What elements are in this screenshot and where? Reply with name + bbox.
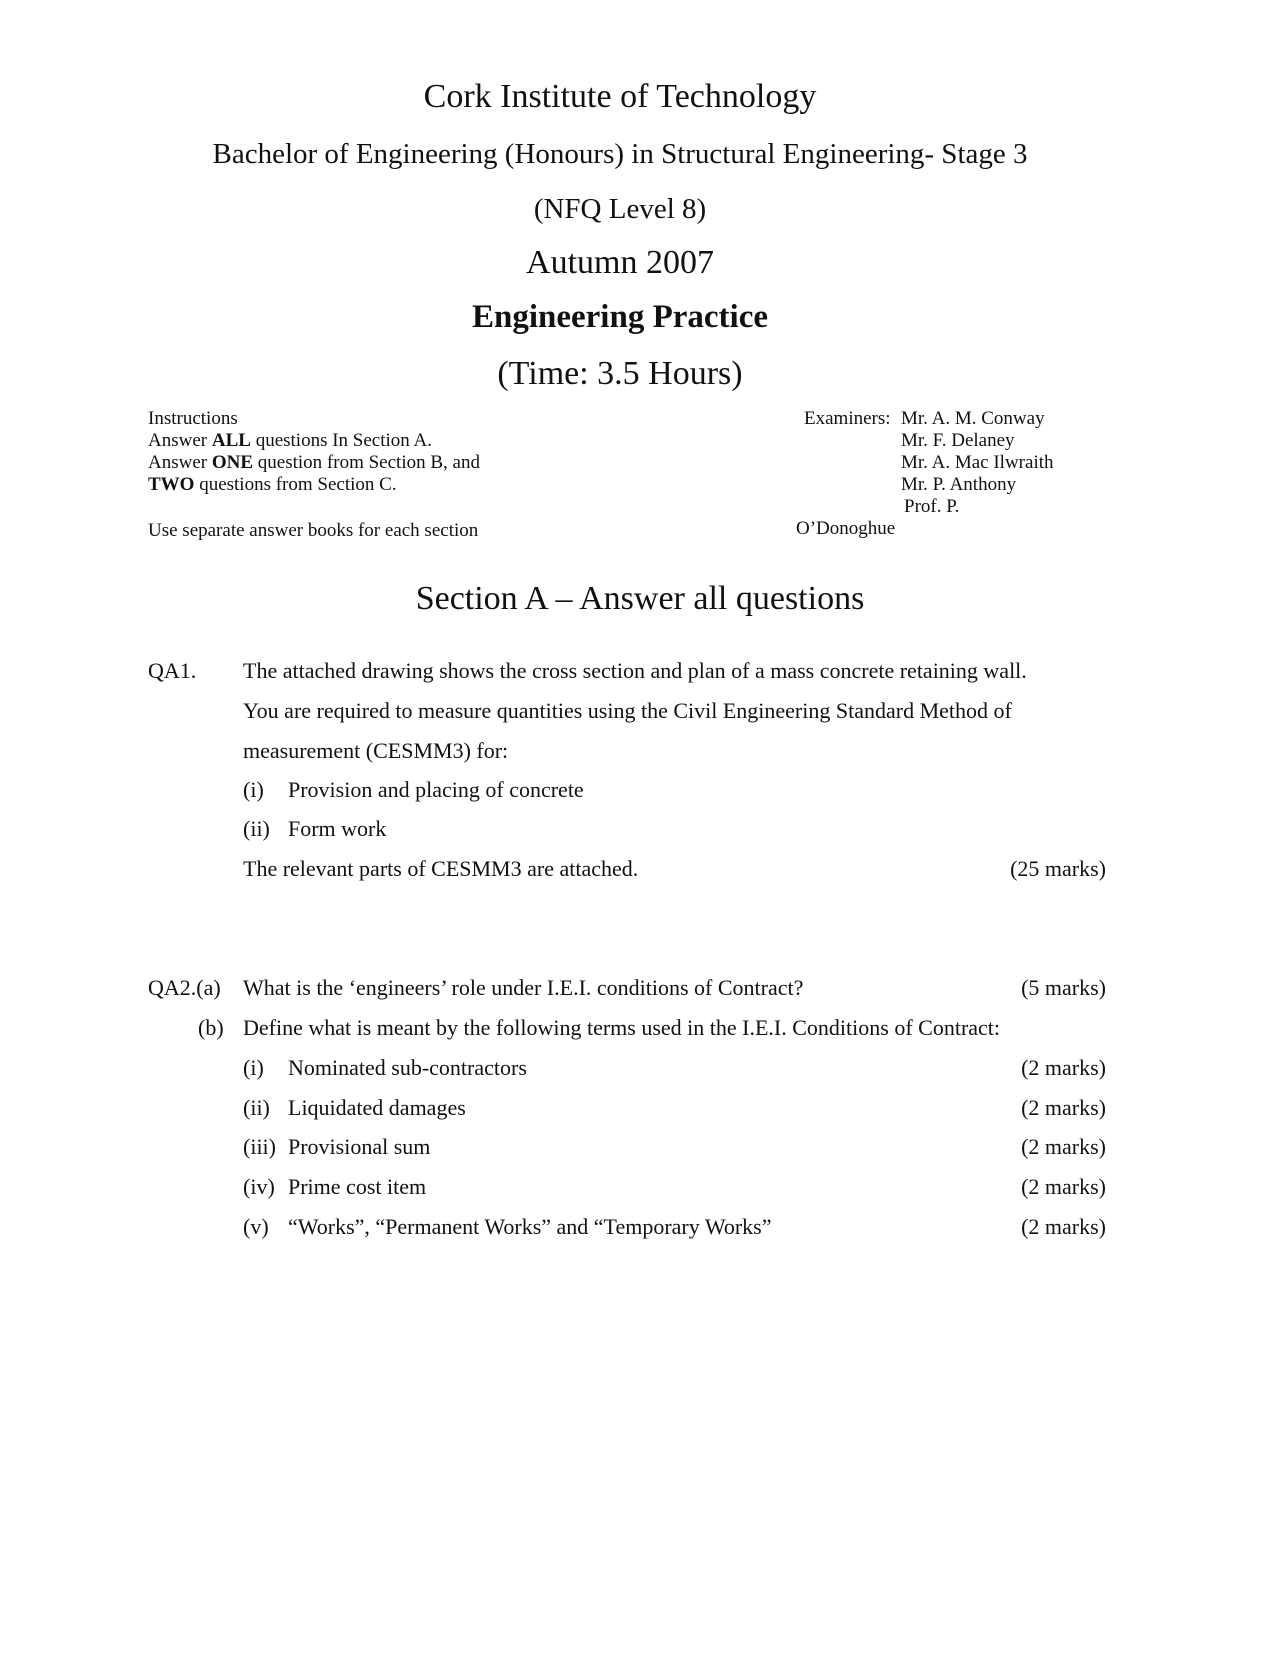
marks-label: (2 marks) [1021,1174,1106,1199]
examiner-name: Mr. P. Anthony [901,474,1017,495]
part-label: (b) [198,1015,224,1040]
section-a-heading: Section A – Answer all questions [415,580,865,617]
question-number: QA2.(a) [148,975,221,1000]
item-text: Liquidated damages [288,1095,466,1120]
marks-label: (2 marks) [1021,1055,1106,1080]
examiner-name: Mr. A. M. Conway [901,408,1045,429]
marks-label: (5 marks) [1021,975,1106,1000]
instruction-text: questions from Section C. [194,474,397,495]
item-text: “Works”, “Permanent Works” and “Temporary Works” [288,1214,772,1239]
item-text: Provisional sum [288,1134,431,1159]
item-text: Prime cost item [288,1174,427,1199]
marks-label: (25 marks) [1010,856,1106,881]
subject-title: Engineering Practice [471,299,768,335]
question-text: The attached drawing shows the cross section and plan of a mass concrete retaining wall. [243,658,1027,683]
item-number: (ii) [243,816,270,841]
instruction-text: Answer [148,452,212,473]
examiner-name: Prof. P. [904,496,960,517]
instruction-emphasis: ALL [211,430,251,451]
instructions-block [148,408,480,541]
item-text: Form work [288,816,387,841]
instruction-line-3 [148,474,480,496]
marks-label: (2 marks) [1021,1134,1106,1159]
instruction-line-1 [148,430,480,452]
instruction-text: Answer [148,430,212,451]
instructions-title: Instructions [148,408,238,429]
question-number: QA1. [148,658,197,683]
instruction-line-2 [148,452,480,474]
question-text: The relevant parts of CESMM3 are attached. [243,856,639,881]
instruction-emphasis: TWO [148,474,195,495]
item-number: (i) [243,1055,264,1080]
item-text: Nominated sub-contractors [288,1055,527,1080]
item-number: (iii) [243,1134,276,1159]
question-text: Define what is meant by the following terms used in the I.E.I. Conditions of Contract: [243,1015,1001,1040]
item-text: Provision and placing of concrete [288,777,584,802]
item-number: (ii) [243,1095,270,1120]
question-text: You are required to measure quantities using the Civil Engineering Standard Method of [243,698,1012,723]
examiner-name: Mr. F. Delaney [901,430,1015,451]
institution-title: Cork Institute of Technology [423,78,817,115]
question-text: What is the ‘engineers’ role under I.E.I. conditions of Contract? [243,975,804,1000]
exam-session: Autumn 2007 [526,244,714,281]
answer-book-note: Use separate answer books for each section [148,520,479,541]
marks-label: (2 marks) [1021,1214,1106,1239]
question-text: measurement (CESMM3) for: [243,738,509,763]
item-number: (iv) [243,1174,275,1199]
item-number: (v) [243,1214,269,1239]
programme-title: Bachelor of Engineering (Honours) in Structural Engineering- Stage 3 [212,138,1028,170]
item-number: (i) [243,777,264,802]
marks-label: (2 marks) [1021,1095,1106,1120]
examiners-block [796,408,1096,540]
nfq-level: (NFQ Level 8) [533,193,707,225]
examiners-label: Examiners: [804,408,891,429]
examiner-name: Mr. A. Mac Ilwraith [901,452,1054,473]
instruction-text: questions In Section A. [250,430,432,451]
exam-duration: (Time: 3.5 Hours) [497,355,743,392]
instruction-emphasis: ONE [211,452,254,473]
examiner-name: O’Donoghue [796,518,896,539]
instruction-text: question from Section B, and [253,452,480,473]
